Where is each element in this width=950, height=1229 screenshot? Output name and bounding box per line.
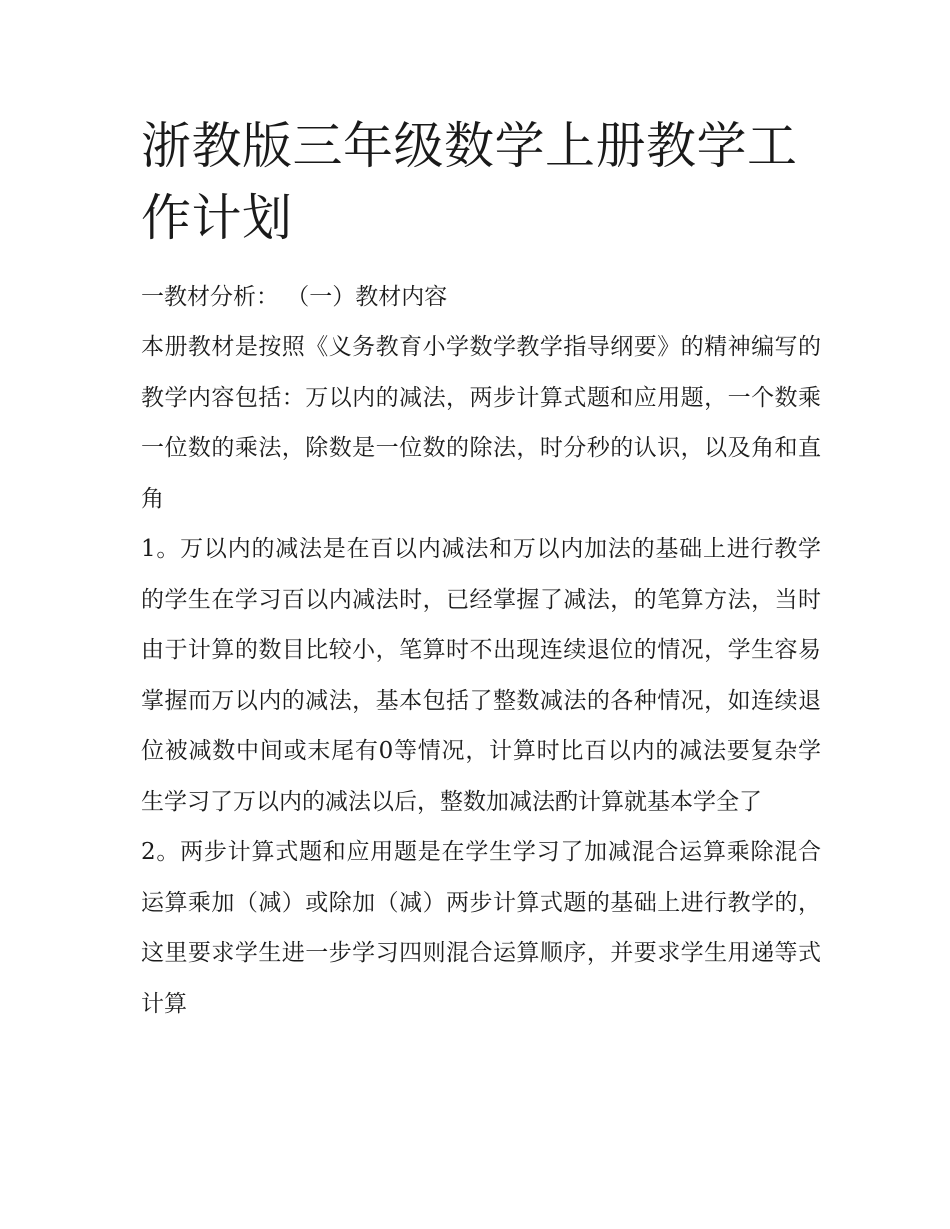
document-title: 浙教版三年级数学上册教学工作计划	[141, 117, 798, 247]
section-heading: 一教材分析： （一）教材内容	[141, 284, 448, 310]
paragraph-subtraction: 1。万以内的减法是在百以内减法和万以内加法的基础上进行教学的学生在学习百以内减法时，已经掌握了减法，的笔算方法，当时由于计算的数目比较小，笔算时不出现连续退位的情况，学生容易掌握而万以内的减法，基本包括了整数减法的各种情况，如连续退位被减数中间或末尾有0等情况，计算时比百以内的减法要复杂学生学习了万以内的减法以后，整数加减法酌计算就基本学全了	[141, 536, 821, 815]
paragraph-textbook-overview: 本册教材是按照《义务教育小学数学教学指导纲要》的精神编写的教学内容包括：万以内的减法，两步计算式题和应用题，一个数乘一位数的乘法，除数是一位数的除法，时分秒的认识，以及角和直角	[141, 334, 821, 512]
document-body	[141, 110, 821, 1029]
paragraph-two-step-calculation: 2。两步计算式题和应用题是在学生学习了加减混合运算乘除混合运算乘加（减）或除加（减）两步计算式题的基础上进行教学的，这里要求学生进一步学习四则混合运算顺序，并要求学生用递等式计算	[141, 839, 821, 1017]
